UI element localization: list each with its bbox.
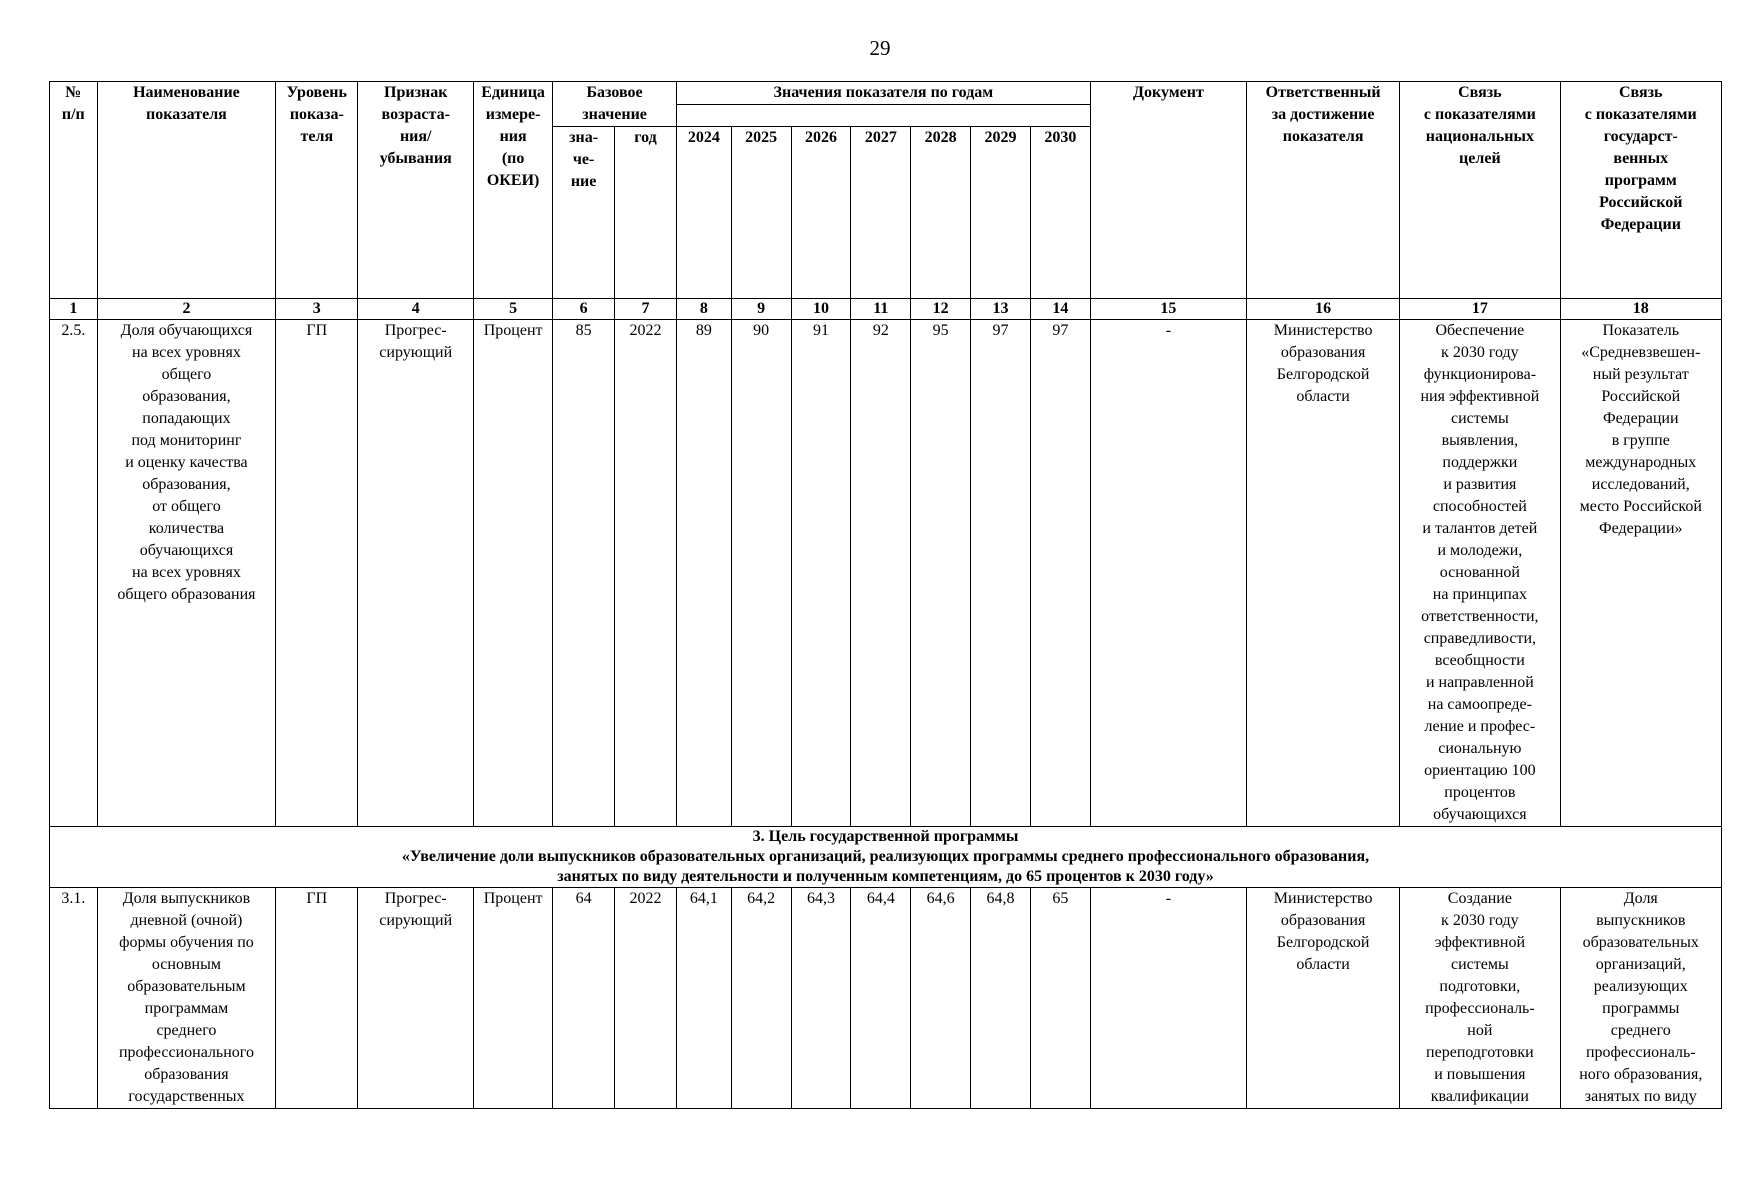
cell-value-2024: 89	[676, 320, 731, 827]
col-num: 15	[1090, 299, 1246, 320]
cell-value-2030: 97	[1030, 320, 1090, 827]
col-num: 2	[97, 299, 276, 320]
header-by-years: Значения показателя по годам	[676, 82, 1090, 105]
cell-value-2027: 92	[851, 320, 911, 827]
header-responsible: Ответственный за достижение показателя	[1247, 82, 1400, 299]
cell-level: ГП	[276, 320, 358, 827]
goal-title: 3. Цель государственной программы	[752, 828, 1019, 845]
col-num: 8	[676, 299, 731, 320]
cell-base-value: 64	[553, 888, 615, 1109]
cell-value-2027: 64,4	[851, 888, 911, 1109]
col-num: 17	[1400, 299, 1560, 320]
header-year-2024: 2024	[676, 127, 731, 299]
header-link-state: Связь с показателями государст- венных программ Российской Федерации	[1560, 82, 1721, 299]
cell-level: ГП	[276, 888, 358, 1109]
header-base: Базовое значение	[553, 82, 677, 127]
header-trend: Признак возраста- ния/ убывания	[358, 82, 474, 299]
goal-row	[50, 827, 1722, 888]
cell-link-state: Доля выпускников образовательных организаций, реализующих программы среднего профессиональ- ного образования, занятых по виду	[1560, 888, 1721, 1109]
cell-link-state: Показатель «Средневзвешен- ный результат Российской Федерации в группе международных исследований, место Российской Федерации»	[1560, 320, 1721, 827]
cell-no: 3.1.	[50, 888, 98, 1109]
col-num: 3	[276, 299, 358, 320]
col-num: 12	[911, 299, 971, 320]
header-link-national: Связь с показателями национальных целей	[1400, 82, 1560, 299]
col-num: 4	[358, 299, 474, 320]
cell-link-national: Создание к 2030 году эффективной системы подготовки, профессиональ- ной переподготовки и повышения квалификации	[1400, 888, 1560, 1109]
cell-value-2025: 64,2	[731, 888, 791, 1109]
cell-value-2030: 65	[1030, 888, 1090, 1109]
col-num: 10	[791, 299, 851, 320]
header-year-2026: 2026	[791, 127, 851, 299]
col-num: 16	[1247, 299, 1400, 320]
cell-document: -	[1090, 888, 1246, 1109]
cell-value-2024: 64,1	[676, 888, 731, 1109]
col-num: 11	[851, 299, 911, 320]
cell-responsible: Министерство образования Белгородской области	[1247, 888, 1400, 1109]
header-years-spacer	[676, 105, 1090, 127]
header-name: Наименование показателя	[97, 82, 276, 299]
cell-value-2028: 95	[911, 320, 971, 827]
header-year-2030: 2030	[1030, 127, 1090, 299]
col-num: 7	[615, 299, 677, 320]
column-number-row	[50, 299, 1722, 320]
header-row-top	[50, 82, 1722, 105]
cell-value-2026: 91	[791, 320, 851, 827]
table-row	[50, 320, 1722, 827]
header-year-2027: 2027	[851, 127, 911, 299]
cell-value-2029: 97	[971, 320, 1031, 827]
cell-trend: Прогрес- сирующий	[358, 888, 474, 1109]
cell-value-2026: 64,3	[791, 888, 851, 1109]
col-num: 9	[731, 299, 791, 320]
header-base-year: год	[615, 127, 677, 299]
header-document: Документ	[1090, 82, 1246, 299]
cell-name: Доля выпускников дневной (очной) формы обучения по основным образовательным программам среднего профессионального образования государственных	[97, 888, 276, 1109]
cell-unit: Процент	[474, 888, 553, 1109]
goal-text: «Увеличение доли выпускников образовательных организаций, реализующих программы среднего профессионального образования, занятых по виду деятельности и полученным компетенциям, до 65 процентов к 2030 году»	[401, 848, 1370, 885]
page-number: 29	[869, 36, 891, 60]
cell-no: 2.5.	[50, 320, 98, 827]
header-year-2029: 2029	[971, 127, 1031, 299]
col-num: 6	[553, 299, 615, 320]
col-num: 18	[1560, 299, 1721, 320]
goal-cell	[50, 827, 1722, 888]
cell-responsible: Министерство образования Белгородской области	[1247, 320, 1400, 827]
header-base-value: зна- че- ние	[553, 127, 615, 299]
cell-value-2028: 64,6	[911, 888, 971, 1109]
cell-base-year: 2022	[615, 888, 677, 1109]
cell-value-2025: 90	[731, 320, 791, 827]
col-num: 1	[50, 299, 98, 320]
col-num: 14	[1030, 299, 1090, 320]
indicators-table	[49, 81, 1722, 1109]
cell-trend: Прогрес- сирующий	[358, 320, 474, 827]
header-year-2028: 2028	[911, 127, 971, 299]
header-no: № п/п	[50, 82, 98, 299]
cell-document: -	[1090, 320, 1246, 827]
cell-name: Доля обучающихся на всех уровнях общего образования, попадающих под мониторинг и оценку качества образования, от общего количества обучающихся на всех уровнях общего образования	[97, 320, 276, 827]
cell-base-year: 2022	[615, 320, 677, 827]
cell-unit: Процент	[474, 320, 553, 827]
table-row	[50, 888, 1722, 1109]
header-level: Уровень показа- теля	[276, 82, 358, 299]
cell-link-national: Обеспечение к 2030 году функционирова- ния эффективной системы выявления, поддержки и развития способностей и талантов детей и молодежи, основанной на принципах ответственности, справедливости, всеобщности и направленной на самоопреде- ление и профес- сиональную ориентацию 100 процентов обучающихся	[1400, 320, 1560, 827]
cell-base-value: 85	[553, 320, 615, 827]
col-num: 13	[971, 299, 1031, 320]
header-year-2025: 2025	[731, 127, 791, 299]
header-unit: Единица измере- ния (по ОКЕИ)	[474, 82, 553, 299]
col-num: 5	[474, 299, 553, 320]
cell-value-2029: 64,8	[971, 888, 1031, 1109]
